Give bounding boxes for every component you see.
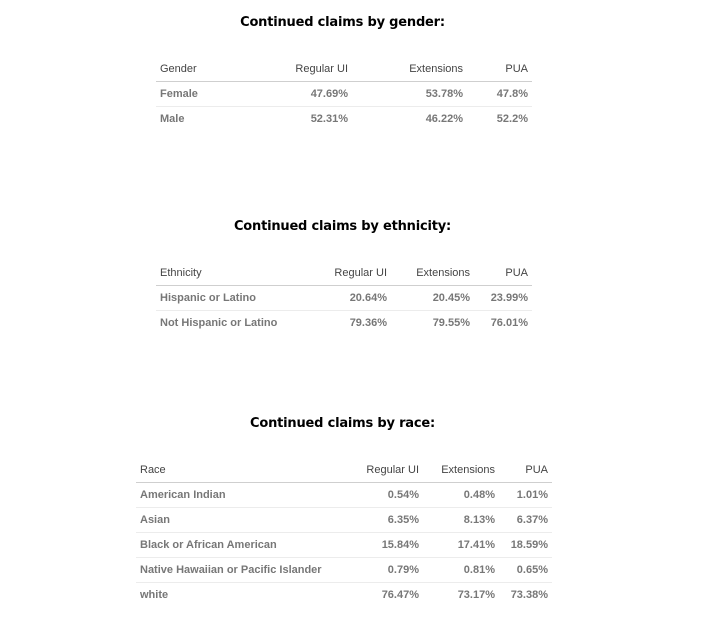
table-cell: 8.13% [423, 508, 499, 533]
column-header: Regular UI [316, 260, 391, 286]
table-cell: Male [160, 113, 185, 125]
column-header: PUA [474, 260, 532, 286]
table-cell: 17.41% [423, 533, 499, 558]
column-header: Race [136, 457, 344, 483]
column-header: Extensions [352, 56, 467, 82]
table-cell: 20.45% [391, 286, 474, 311]
table-cell: Not Hispanic or Latino [160, 317, 278, 329]
table-header-row [156, 56, 532, 82]
column-header: Ethnicity [156, 260, 316, 286]
table-cell: 6.35% [344, 508, 423, 533]
table-row [136, 533, 552, 558]
table-cell: 47.69% [260, 82, 352, 107]
gender-section-title: Continued claims by gender: [240, 15, 445, 30]
table-row [156, 107, 532, 132]
table-cell: American Indian [136, 483, 344, 508]
table-cell: Asian [136, 508, 344, 533]
table-row [156, 286, 532, 311]
gender-table [156, 56, 532, 131]
column-header: Gender [156, 56, 260, 82]
table-row [136, 583, 552, 608]
table-cell: 53.78% [352, 82, 467, 107]
table-cell: 52.31% [310, 113, 348, 125]
table-cell: 79.36% [349, 317, 387, 329]
table-cell: 0.65% [499, 558, 552, 583]
table-row [156, 82, 532, 107]
table-cell: 6.37% [499, 508, 552, 533]
table-header-row [136, 457, 552, 483]
table-row [136, 558, 552, 583]
table-cell: 15.84% [344, 533, 423, 558]
table-cell: Black or African American [136, 533, 344, 558]
column-header: Extensions [391, 260, 474, 286]
ethnicity-section-title: Continued claims by ethnicity: [233, 219, 452, 234]
column-header: Extensions [423, 457, 499, 483]
table-cell: 76.01% [490, 317, 528, 329]
race-section-title: Continued claims by race: [250, 416, 435, 431]
table-cell: 52.2% [496, 113, 528, 125]
column-header: Regular UI [260, 56, 352, 82]
table-cell: 0.48% [423, 483, 499, 508]
table-cell: white [140, 589, 169, 601]
table-cell: 79.55% [432, 317, 470, 329]
table-cell: 20.64% [316, 286, 391, 311]
column-header: Regular UI [344, 457, 423, 483]
table-cell: 0.79% [344, 558, 423, 583]
column-header: PUA [467, 56, 532, 82]
race-table [136, 457, 552, 607]
table-cell: 0.54% [344, 483, 423, 508]
table-cell: 0.81% [423, 558, 499, 583]
table-row [136, 483, 552, 508]
table-cell: 18.59% [499, 533, 552, 558]
table-header-row [156, 260, 532, 286]
table-cell: Hispanic or Latino [156, 286, 316, 311]
table-cell: 76.47% [381, 589, 419, 601]
table-row [136, 508, 552, 533]
table-row [156, 311, 532, 336]
table-cell: 1.01% [499, 483, 552, 508]
table-cell: 47.8% [467, 82, 532, 107]
table-cell: 23.99% [474, 286, 532, 311]
table-cell: Female [156, 82, 260, 107]
table-cell: 73.17% [457, 589, 495, 601]
ethnicity-table [156, 260, 532, 335]
table-cell: 73.38% [510, 589, 548, 601]
column-header: PUA [499, 457, 552, 483]
table-cell: 46.22% [425, 113, 463, 125]
table-cell: Native Hawaiian or Pacific Islander [136, 558, 344, 583]
